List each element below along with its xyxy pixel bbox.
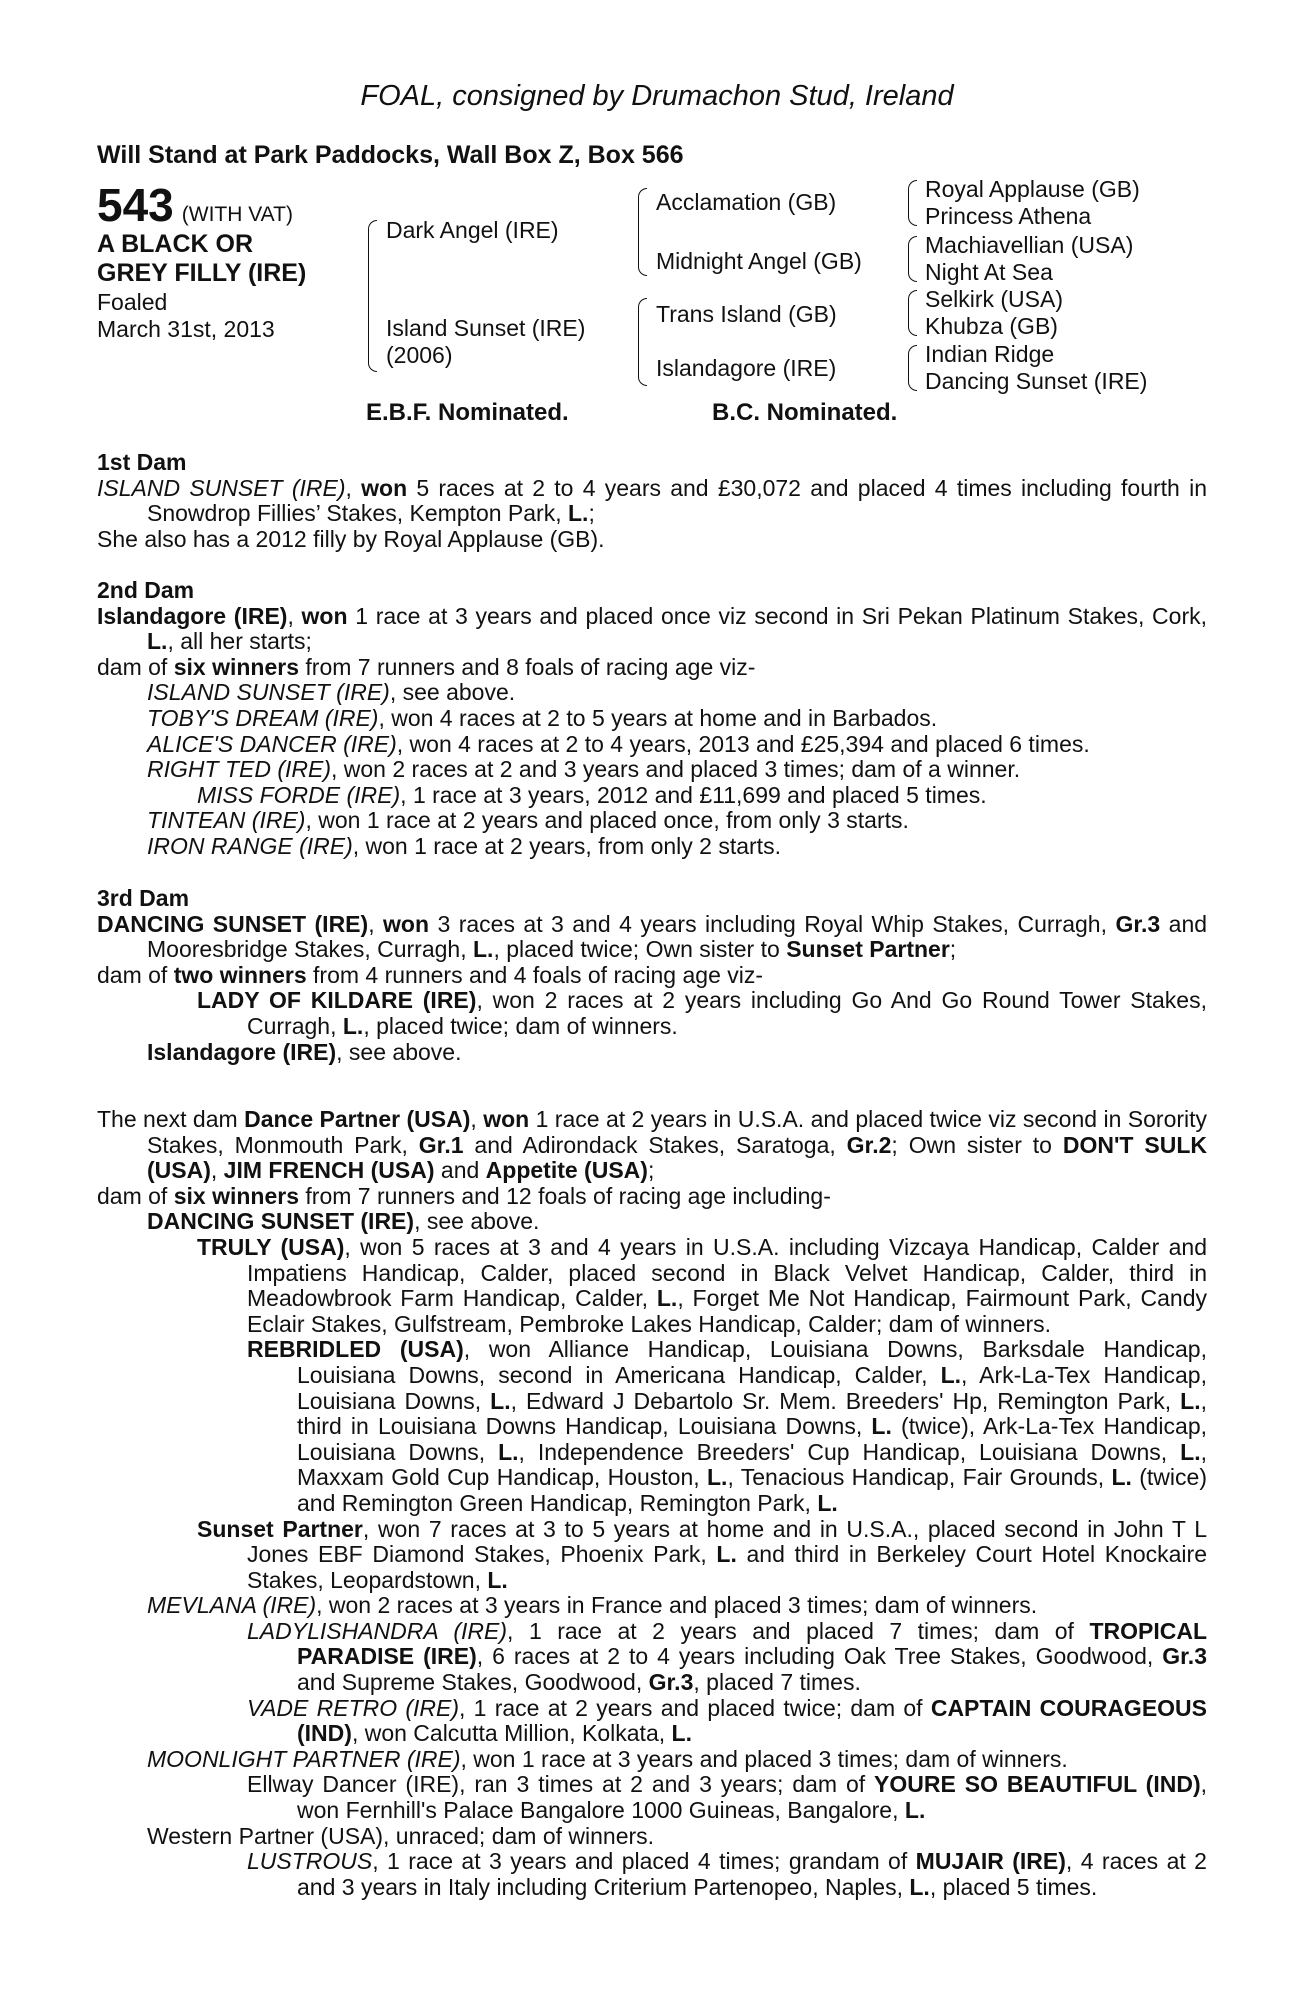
produce-item	[97, 1209, 1207, 1235]
third-dam-section	[97, 886, 1207, 1065]
produce-text: , placed twice; dam of winners.	[363, 1012, 678, 1039]
produce-name: VADE RETRO (IRE)	[247, 1694, 460, 1721]
listed-mark: L.	[487, 1566, 508, 1593]
third-dam-record: DANCING SUNSET (IRE), won 3 races at 3 and 4 years including Royal Whip Stakes, Curragh, Gr.3 and Mooresbridge Stakes, Curragh, L., placed twice; Own sister to Sunset Partner;	[97, 910, 1208, 963]
ped-ss: Acclamation (GB)	[656, 189, 837, 215]
second-dam-end: , all her starts;	[167, 628, 312, 655]
foaled-label: Foaled	[97, 289, 168, 315]
ped-sdd: Night At Sea	[925, 259, 1053, 285]
produce-item	[97, 1235, 1207, 1337]
listed-mark: L.	[656, 1285, 678, 1312]
first-dam-text: 5 races at 2 to 4 years and £30,072 and placed 4 times including fourth in Snowdrop Fillies’ Stakes, Kempton Park,	[147, 474, 1207, 527]
lot-desc-line2: GREY FILLY (IRE)	[97, 259, 307, 287]
third-dam-text: 3 races at 3 and 4 years including Royal Whip Stakes, Curragh,	[429, 910, 1116, 937]
first-dam-end: ;	[588, 500, 595, 527]
fourth-dam-record	[97, 1107, 1207, 1184]
brace-sd	[908, 236, 917, 282]
group-mark: Gr.3	[648, 1669, 694, 1696]
second-dam-text: 1 race at 3 years and placed once viz second in Sri Pekan Platinum Stakes, Cork,	[347, 602, 1207, 629]
produce-item	[97, 783, 1207, 809]
second-dam-name: Islandagore (IRE)	[97, 602, 288, 629]
listed-mark: L.	[342, 1012, 364, 1039]
produce-item	[97, 1337, 1207, 1516]
winners-count: six winners	[173, 1182, 299, 1209]
produce-text: , third in Louisiana Downs Handicap, Louisiana Downs,	[297, 1387, 1207, 1440]
bc-nominated: B.C. Nominated.	[712, 399, 898, 426]
produce-text: Ellway Dancer (IRE), ran 3 times at 2 and 3 years; dam of	[247, 1771, 875, 1798]
third-dam-produce	[97, 963, 1207, 989]
listed-mark: L.	[568, 500, 589, 527]
produce-text: and Supreme Stakes, Goodwood,	[297, 1669, 649, 1696]
produce-text: and third in Berkeley Court Hotel Knockaire Stakes, Leopardstown,	[247, 1541, 1207, 1593]
separator: ;	[647, 1157, 655, 1184]
produce-name: TOBY'S DREAM (IRE)	[147, 704, 379, 731]
won-label: won	[483, 1106, 530, 1132]
listed-mark: L.	[940, 1361, 962, 1388]
vat-note: (WITH VAT)	[181, 203, 293, 226]
brace-ds	[908, 290, 917, 336]
produce-text: , 1 race at 3 years, 2012 and £11,699 and placed 5 times.	[400, 781, 987, 808]
listed-mark: L.	[498, 1438, 519, 1465]
produce-name: ISLAND SUNSET (IRE)	[147, 679, 390, 706]
pedigree-brace-dam	[638, 298, 647, 386]
produce-text: , won 5 races at 3 and 4 years in U.S.A. including Vizcaya Handicap, Calder and Impatiens Handicap, Calder, placed second in Black Velvet Handicap, Calder, third in Meadowbrook Farm Handicap, Calder,	[247, 1233, 1207, 1312]
second-dam-section	[97, 578, 1207, 860]
winners-count: six winners	[173, 653, 299, 680]
second-dam-record: Islandagore (IRE), won 1 race at 3 years and placed once viz second in Sri Pekan Platinum Stakes, Cork, L., all her starts;	[97, 602, 1207, 655]
first-dam-name: ISLAND SUNSET (IRE)	[97, 474, 346, 501]
produce-name: LADY OF KILDARE (IRE)	[197, 987, 477, 1014]
produce-text: , 4 races at 2 and 3 years in Italy including Criterium Partenopeo, Naples,	[297, 1848, 1207, 1900]
winner-name: TROPICAL PARADISE (IRE)	[297, 1617, 1207, 1670]
separator: and	[434, 1157, 486, 1184]
dam-of-label: dam of	[97, 961, 174, 988]
ped-sds: Machiavellian (USA)	[925, 232, 1134, 258]
produce-text: , won 1 race at 2 years and placed once, from only 3 starts.	[305, 807, 909, 834]
fourth-dam-produce	[97, 1184, 1207, 1210]
third-dam-text: and Mooresbridge Stakes, Curragh,	[147, 910, 1208, 963]
produce-item	[97, 680, 1207, 706]
produce-text: (twice) and Remington Green Handicap, Remington Park,	[297, 1464, 1207, 1516]
first-dam-heading: 1st Dam	[97, 449, 187, 475]
produce-name: RIGHT TED (IRE)	[147, 756, 331, 783]
produce-text: , won 1 race at 3 years and placed 3 times; dam of winners.	[460, 1745, 1068, 1772]
fourth-dam-section	[97, 1107, 1207, 1900]
produce-item	[97, 1747, 1207, 1773]
fourth-dam-text: ; Own sister to	[891, 1131, 1063, 1158]
produce-item	[97, 1772, 1207, 1823]
produce-text: , won Alliance Handicap, Louisiana Downs, Barksdale Handicap, Louisiana Downs, second in Americana Handicap, Calder,	[297, 1336, 1207, 1388]
produce-text: , Forget Me Not Handicap, Fairmount Park, Candy Eclair Stakes, Gulfstream, Pembroke Lakes Handicap, Calder; dam of winners.	[247, 1285, 1207, 1337]
produce-item	[97, 1593, 1207, 1619]
produce-text: , placed 5 times.	[929, 1873, 1098, 1900]
listed-mark: L.	[817, 1489, 838, 1516]
produce-item	[97, 808, 1207, 834]
winners-count: two winners	[173, 961, 307, 988]
produce-text: , won 2 races at 3 years in France and placed 3 times; dam of winners.	[316, 1592, 1038, 1619]
produce-text: , won 7 races at 3 to 5 years at home and in U.S.A., placed second in John T L Jones EBF Diamond Stakes, Phoenix Park,	[247, 1515, 1207, 1568]
dam-of-label: dam of	[97, 1182, 174, 1209]
third-dam-heading: 3rd Dam	[97, 885, 190, 911]
ped-dam: Island Sunset (IRE)	[386, 315, 586, 341]
produce-name: TRULY (USA)	[197, 1233, 345, 1260]
produce-name: Sunset Partner	[197, 1515, 363, 1542]
fourth-dam-text: 1 race at 2 years in U.S.A. and placed twice viz second in Sorority Stakes, Monmouth Park,	[147, 1106, 1208, 1158]
lot-desc-line1: A BLACK OR	[97, 230, 254, 258]
produce-name: ALICE'S DANCER (IRE)	[147, 730, 397, 757]
listed-mark: L.	[1111, 1464, 1132, 1491]
ped-dds: Indian Ridge	[925, 341, 1055, 367]
produce-text: (twice), Ark-La-Tex Handicap, Louisiana Downs,	[297, 1413, 1207, 1465]
produce-name: LUSTROUS	[247, 1848, 373, 1875]
produce-name: IRON RANGE (IRE)	[147, 832, 353, 859]
ped-dd: Islandagore (IRE)	[656, 355, 837, 381]
fourth-dam-text: and Adirondack Stakes, Saratoga,	[463, 1131, 847, 1158]
winner-name: YOURE SO BEAUTIFUL (IND)	[874, 1771, 1201, 1798]
sibling-name: JIM FRENCH (USA)	[223, 1157, 435, 1184]
listed-mark: L.	[909, 1873, 930, 1900]
second-dam-heading: 2nd Dam	[97, 577, 195, 603]
winner-name: MUJAIR (IRE)	[915, 1848, 1066, 1875]
ped-ds: Trans Island (GB)	[656, 301, 837, 327]
third-dam-text: , placed twice; Own sister to	[493, 936, 787, 963]
produce-text: , won 4 races at 2 to 5 years at home and in Barbados.	[378, 704, 938, 731]
listed-mark: L.	[1180, 1438, 1201, 1465]
listed-mark: L.	[473, 936, 494, 963]
group-mark: Gr.1	[418, 1131, 464, 1158]
produce-name: TINTEAN (IRE)	[147, 807, 306, 834]
ped-dam-year: (2006)	[386, 342, 453, 368]
produce-text: , see above.	[336, 1038, 462, 1065]
produce-text: , won 2 races at 2 years including Go And Go Round Tower Stakes, Curragh,	[247, 987, 1207, 1039]
lot-number: 543	[97, 179, 174, 231]
produce-text: , placed 7 times.	[693, 1669, 861, 1696]
produce-item	[97, 1517, 1207, 1594]
produce-text: , Maxxam Gold Cup Handicap, Houston,	[297, 1438, 1207, 1491]
produce-text: , see above.	[389, 679, 516, 706]
produce-item	[97, 1849, 1207, 1900]
third-dam-name: DANCING SUNSET (IRE)	[97, 910, 369, 937]
third-dam-end: ;	[949, 936, 957, 963]
produce-summary: from 7 runners and 8 foals of racing age viz-	[299, 653, 756, 680]
listed-mark: L.	[871, 1413, 892, 1440]
produce-text: , won Calcutta Million, Kolkata,	[351, 1720, 672, 1747]
first-dam-record: ISLAND SUNSET (IRE), won 5 races at 2 to 4 years and £30,072 and placed 4 times including fourth in Snowdrop Fillies’ Stakes, Kempton Park, L.;	[97, 474, 1207, 527]
next-dam-label: The next dam	[97, 1106, 245, 1132]
produce-text: , Tenacious Handicap, Fair Grounds,	[727, 1464, 1112, 1491]
sister-name: Sunset Partner	[786, 936, 950, 963]
listed-mark: L.	[1180, 1387, 1201, 1414]
produce-text: , won Fernhill's Palace Bangalore 1000 Guineas, Bangalore,	[297, 1771, 1207, 1824]
foaled-info	[97, 289, 275, 343]
ped-ddd: Dancing Sunset (IRE)	[925, 368, 1148, 394]
fourth-dam-name: Dance Partner (USA)	[244, 1106, 471, 1132]
produce-text: , Edward J Debartolo Sr. Mem. Breeders' Hp, Remington Park,	[510, 1387, 1181, 1414]
produce-item	[97, 1040, 1207, 1066]
produce-text: , 1 race at 2 years and placed twice; dam of	[459, 1694, 931, 1721]
produce-text: , see above.	[414, 1208, 540, 1235]
foaled-date: March 31st, 2013	[97, 316, 275, 342]
separator: ,	[210, 1157, 224, 1184]
ebf-nominated: E.B.F. Nominated.	[366, 399, 569, 426]
ped-ssd: Princess Athena	[925, 203, 1092, 229]
produce-text: , Independence Breeders' Cup Handicap, Louisiana Downs,	[518, 1438, 1181, 1465]
pedigree-brace-main	[368, 220, 377, 372]
ped-dss: Selkirk (USA)	[925, 286, 1064, 312]
produce-summary: from 4 runners and 4 foals of racing age viz-	[306, 961, 764, 988]
pedigree-brace-sire	[638, 188, 647, 276]
group-mark: Gr.2	[846, 1131, 892, 1158]
first-dam-foal-note: She also has a 2012 filly by Royal Applause (GB).	[97, 525, 605, 552]
second-dam-produce	[97, 655, 1207, 681]
produce-text: , won 1 race at 2 years, from only 2 starts.	[352, 832, 781, 859]
produce-name: LADYLISHANDRA (IRE)	[247, 1617, 508, 1644]
produce-item	[97, 757, 1207, 783]
ped-dsd: Khubza (GB)	[925, 313, 1058, 339]
produce-item	[97, 706, 1207, 732]
produce-item	[97, 988, 1207, 1039]
produce-item	[97, 834, 1207, 860]
won-label: won	[383, 910, 430, 937]
stand-location: Will Stand at Park Paddocks, Wall Box Z, Box 566	[97, 141, 684, 169]
produce-text: , won 4 races at 2 to 4 years, 2013 and £25,394 and placed 6 times.	[396, 730, 1090, 757]
won-label: won	[301, 602, 348, 629]
produce-item: Western Partner (USA), unraced; dam of winners.	[147, 1822, 655, 1849]
produce-name: MOONLIGHT PARTNER (IRE)	[147, 1745, 461, 1772]
group-mark: Gr.3	[1162, 1643, 1207, 1670]
listed-mark: L.	[671, 1720, 692, 1747]
produce-text: , 1 race at 3 years and placed 4 times; grandam of	[372, 1848, 916, 1875]
produce-name: MISS FORDE (IRE)	[197, 781, 401, 808]
produce-name: Islandagore (IRE)	[147, 1038, 337, 1065]
sibling-name: DON'T SULK (USA)	[147, 1131, 1207, 1184]
sibling-name: Appetite (USA)	[485, 1157, 648, 1184]
listed-mark: L.	[904, 1797, 926, 1824]
first-dam-section	[97, 450, 1207, 552]
listed-mark: L.	[707, 1464, 728, 1491]
group-mark: Gr.3	[1115, 910, 1161, 937]
produce-name: REBRIDLED (USA)	[247, 1336, 464, 1363]
listed-mark: L.	[490, 1387, 511, 1414]
produce-text: , 1 race at 2 years and placed 7 times; dam of	[507, 1617, 1090, 1644]
produce-summary: from 7 runners and 12 foals of racing age including-	[299, 1182, 831, 1209]
produce-text: , won 2 races at 2 and 3 years and placed 3 times; dam of a winner.	[331, 756, 1021, 783]
consignor-title: FOAL, consigned by Drumachon Stud, Ireland	[360, 80, 954, 112]
brace-ss	[908, 180, 917, 226]
dam-of-label: dam of	[97, 653, 174, 680]
won-label: won	[361, 474, 408, 501]
listed-mark: L.	[716, 1541, 737, 1568]
produce-text: , Ark-La-Tex Handicap, Louisiana Downs,	[297, 1361, 1207, 1414]
produce-text: , 6 races at 2 to 4 years including Oak Tree Stakes, Goodwood,	[476, 1643, 1163, 1670]
winner-name: CAPTAIN COURAGEOUS (IND)	[297, 1694, 1207, 1747]
produce-item	[97, 1619, 1207, 1696]
lot-number-block	[97, 179, 293, 231]
produce-name: MEVLANA (IRE)	[147, 1592, 317, 1619]
produce-item	[97, 1696, 1207, 1747]
lot-description	[97, 230, 367, 288]
ped-sire: Dark Angel (IRE)	[386, 217, 559, 243]
produce-item	[97, 732, 1207, 758]
brace-dd	[908, 345, 917, 391]
separator: ,	[470, 1106, 484, 1132]
produce-name: DANCING SUNSET (IRE)	[147, 1208, 415, 1235]
ped-sss: Royal Applause (GB)	[925, 176, 1140, 202]
listed-mark: L.	[147, 628, 168, 655]
ped-sd: Midnight Angel (GB)	[656, 248, 862, 274]
